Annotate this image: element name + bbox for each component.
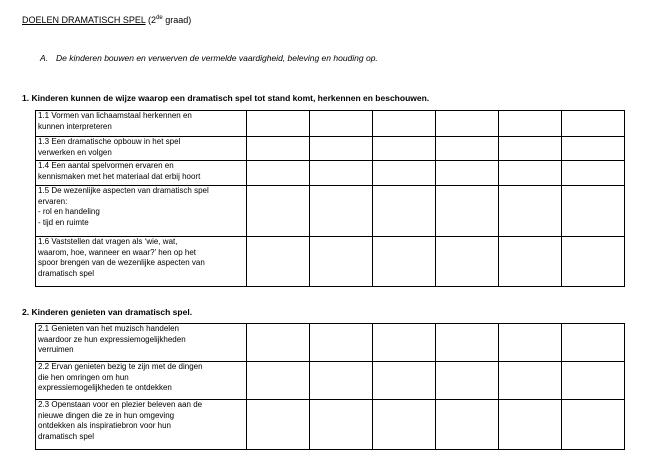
goal-text: 1.4 Een aantal spelvormen ervaren en kennismaken met het materiaal dat erbij hoort <box>38 161 201 181</box>
evaluation-cell[interactable] <box>247 137 310 161</box>
section-2-heading: 2. Kinderen genieten van dramatisch spel. <box>22 307 193 317</box>
goal-label <box>36 400 247 450</box>
evaluation-cell[interactable] <box>310 161 373 186</box>
table-row <box>36 111 625 137</box>
table-row <box>36 237 625 287</box>
evaluation-cell[interactable] <box>436 362 499 400</box>
evaluation-cell[interactable] <box>499 111 562 137</box>
evaluation-cell[interactable] <box>562 186 625 237</box>
evaluation-cell[interactable] <box>436 161 499 186</box>
title-grade-close: graad) <box>162 15 192 25</box>
section-1-heading: 1. Kinderen kunnen de wijze waarop een dramatisch spel tot stand komt, herkennen en beschouwen. <box>22 93 430 103</box>
evaluation-cell[interactable] <box>373 237 436 287</box>
evaluation-cell[interactable] <box>310 186 373 237</box>
goal-label <box>36 137 247 161</box>
evaluation-cell[interactable] <box>436 400 499 450</box>
evaluation-cell[interactable] <box>373 400 436 450</box>
goal-text: 1.3 Een dramatische opbouw in het spel verwerken en volgen <box>38 137 181 157</box>
goal-label <box>36 237 247 287</box>
evaluation-cell[interactable] <box>310 237 373 287</box>
intro-text: De kinderen bouwen en verwerven de vermelde vaardigheid, beleving en houding op. <box>56 53 378 63</box>
evaluation-cell[interactable] <box>499 400 562 450</box>
table-row <box>36 324 625 362</box>
evaluation-cell[interactable] <box>373 137 436 161</box>
section-1-table <box>35 110 625 287</box>
table-row <box>36 161 625 186</box>
goal-text: 2.1 Genieten van het muzisch handelen waardoor ze hun expressiemogelijkheden verruimen <box>38 324 186 355</box>
evaluation-cell[interactable] <box>436 237 499 287</box>
evaluation-cell[interactable] <box>373 111 436 137</box>
goal-text: 1.1 Vormen van lichaamstaal herkennen en kunnen interpreteren <box>38 111 192 131</box>
intro-line <box>40 53 378 63</box>
document-title <box>22 14 191 26</box>
goal-label <box>36 362 247 400</box>
evaluation-cell[interactable] <box>247 186 310 237</box>
evaluation-cell[interactable] <box>562 237 625 287</box>
goal-text: 2.3 Openstaan voor en plezier beleven aan de nieuwe dingen die ze in hun omgeving ontdekken als inspiratiebron voor hun dramatisch spel <box>38 400 203 441</box>
intro-letter: A. <box>40 53 49 63</box>
goal-text: 2.2 Ervan genieten bezig te zijn met de dingen die hen omringen om hun expressiemogelijkheden te ontdekken <box>38 362 203 393</box>
evaluation-cell[interactable] <box>562 362 625 400</box>
goal-label <box>36 111 247 137</box>
evaluation-cell[interactable] <box>310 137 373 161</box>
evaluation-cell[interactable] <box>247 324 310 362</box>
evaluation-cell[interactable] <box>499 324 562 362</box>
evaluation-cell[interactable] <box>499 137 562 161</box>
evaluation-cell[interactable] <box>247 237 310 287</box>
evaluation-cell[interactable] <box>436 186 499 237</box>
evaluation-cell[interactable] <box>310 362 373 400</box>
evaluation-cell[interactable] <box>247 400 310 450</box>
evaluation-cell[interactable] <box>499 161 562 186</box>
table-row <box>36 400 625 450</box>
evaluation-cell[interactable] <box>373 186 436 237</box>
evaluation-cell[interactable] <box>436 324 499 362</box>
title-grade-sup: de <box>156 15 163 21</box>
section-2-table <box>35 323 625 450</box>
evaluation-cell[interactable] <box>436 111 499 137</box>
table-row <box>36 186 625 237</box>
goal-label <box>36 161 247 186</box>
evaluation-cell[interactable] <box>499 186 562 237</box>
evaluation-cell[interactable] <box>310 400 373 450</box>
evaluation-cell[interactable] <box>310 324 373 362</box>
evaluation-cell[interactable] <box>499 237 562 287</box>
evaluation-cell[interactable] <box>247 161 310 186</box>
evaluation-cell[interactable] <box>562 400 625 450</box>
table-row <box>36 362 625 400</box>
title-main: DOELEN DRAMATISCH SPEL <box>22 15 146 25</box>
title-grade-open: (2 <box>148 15 157 25</box>
goal-text: 1.6 Vaststellen dat vragen als ‘wie, wat, waarom, hoe, wanneer en waar?’ hen op het spoor brengen van de wezenlijke aspecten van dramatisch spel <box>38 237 205 278</box>
evaluation-cell[interactable] <box>247 362 310 400</box>
evaluation-cell[interactable] <box>562 324 625 362</box>
goal-label <box>36 324 247 362</box>
evaluation-cell[interactable] <box>499 362 562 400</box>
evaluation-cell[interactable] <box>562 161 625 186</box>
evaluation-cell[interactable] <box>373 324 436 362</box>
evaluation-cell[interactable] <box>562 111 625 137</box>
goal-text: 1.5 De wezenlijke aspecten van dramatisch spel ervaren: - rol en handeling - tijd en ruimte <box>38 186 209 227</box>
evaluation-cell[interactable] <box>562 137 625 161</box>
evaluation-cell[interactable] <box>310 111 373 137</box>
evaluation-cell[interactable] <box>247 111 310 137</box>
goal-label <box>36 186 247 237</box>
evaluation-cell[interactable] <box>373 362 436 400</box>
evaluation-cell[interactable] <box>436 137 499 161</box>
table-row <box>36 137 625 161</box>
evaluation-cell[interactable] <box>373 161 436 186</box>
